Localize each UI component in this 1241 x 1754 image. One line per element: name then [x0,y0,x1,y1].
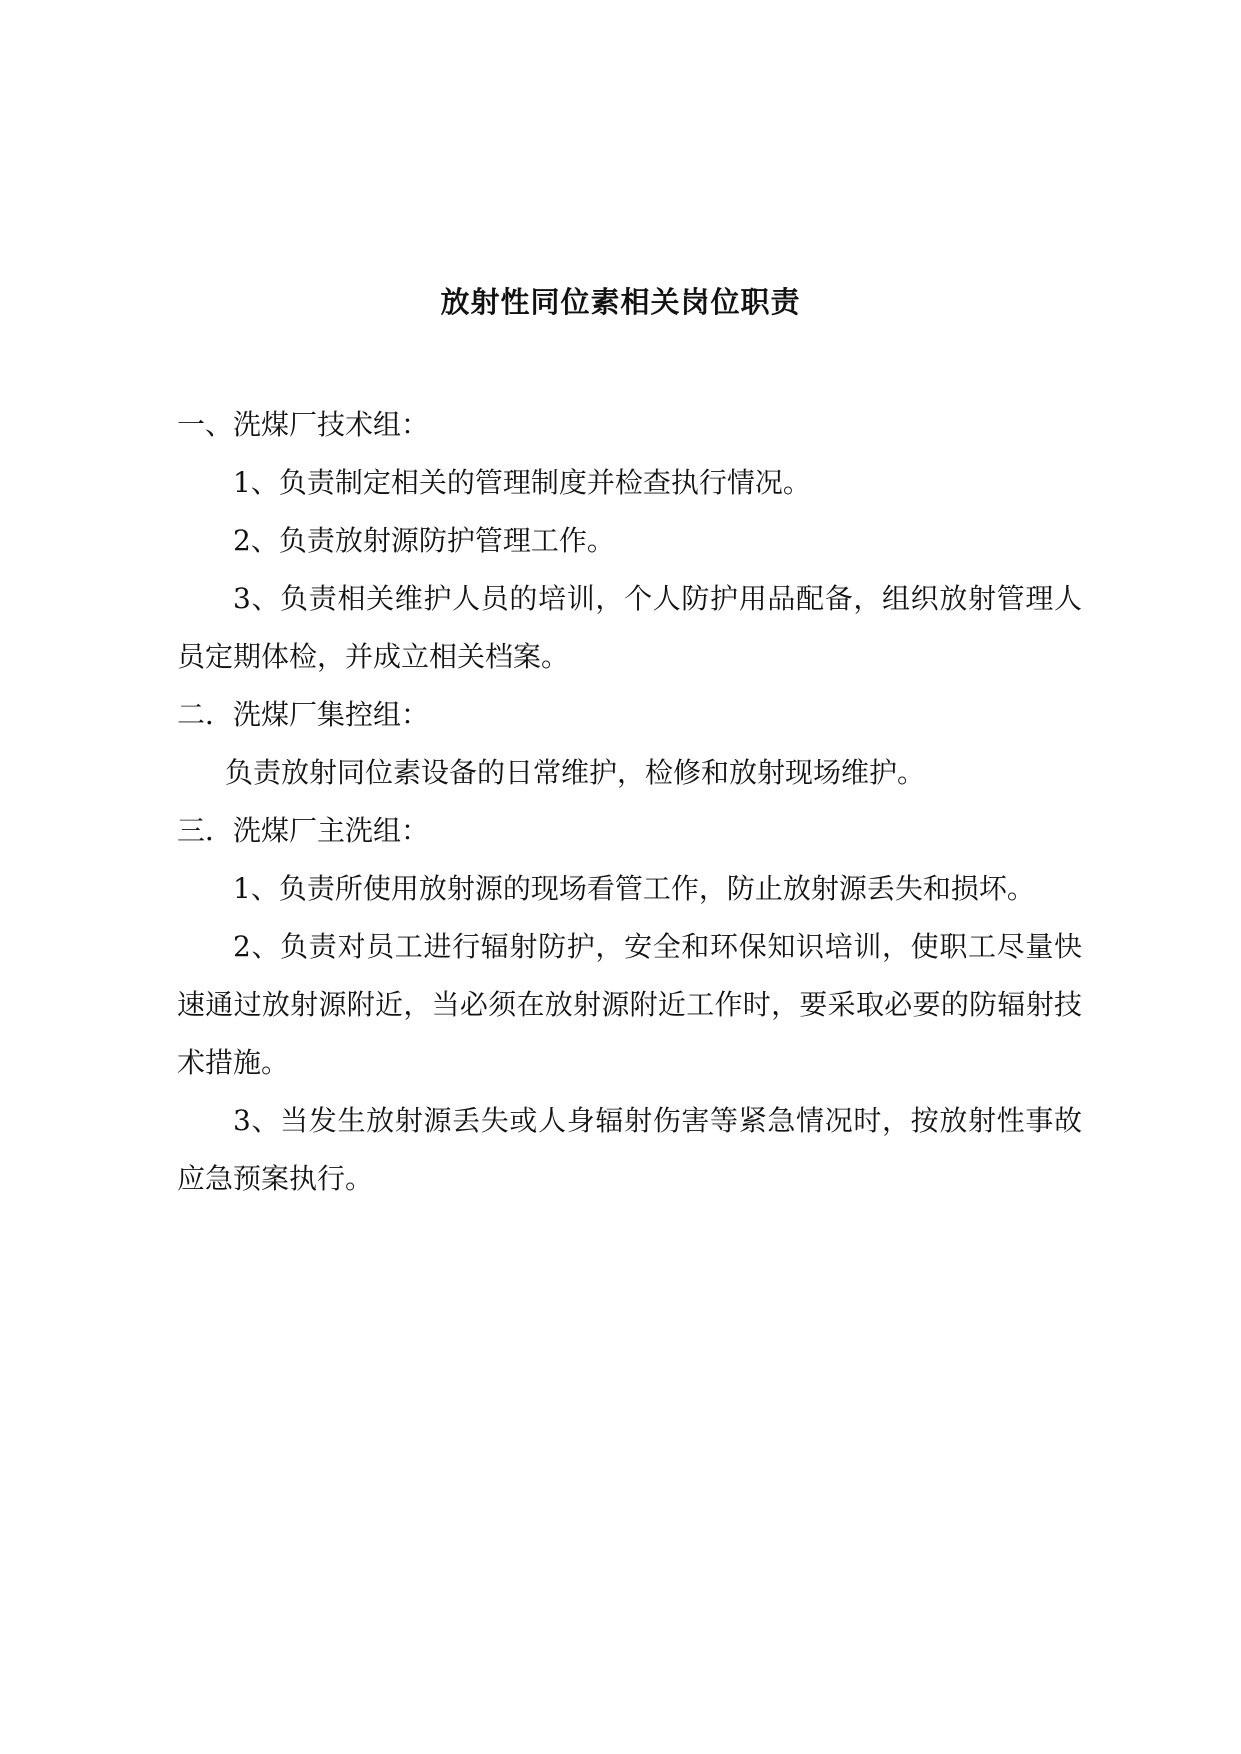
paragraph: 2、负责放射源防护管理工作。 [233,524,615,557]
section-heading-main-wash-group: 三．洗煤厂主洗组： [177,814,430,847]
paragraph: 1、负责制定相关的管理制度并检查执行情况。 [233,466,811,499]
paragraph: 2、负责对员工进行辐射防护，安全和环保知识培训，使职工尽量快速通过放射源附近，当必须在放射源附近工作时，要采取必要的防辐射技术措施。 [177,930,1082,1079]
document-body [177,396,1082,1208]
section-heading-technical-group: 一、洗煤厂技术组： [177,408,430,441]
document-title: 放射性同位素相关岗位职责 [440,285,801,319]
paragraph: 负责放射同位素设备的日常维护，检修和放射现场维护。 [225,756,926,789]
paragraph: 3、当发生放射源丢失或人身辐射伤害等紧急情况时，按放射性事故应急预案执行。 [177,1104,1082,1195]
paragraph: 1、负责所使用放射源的现场看管工作，防止放射源丢失和损坏。 [233,872,1035,905]
paragraph: 3、负责相关维护人员的培训，个人防护用品配备，组织放射管理人员定期体检，并成立相关档案。 [177,582,1082,673]
section-heading-control-group: 二．洗煤厂集控组： [177,698,430,731]
